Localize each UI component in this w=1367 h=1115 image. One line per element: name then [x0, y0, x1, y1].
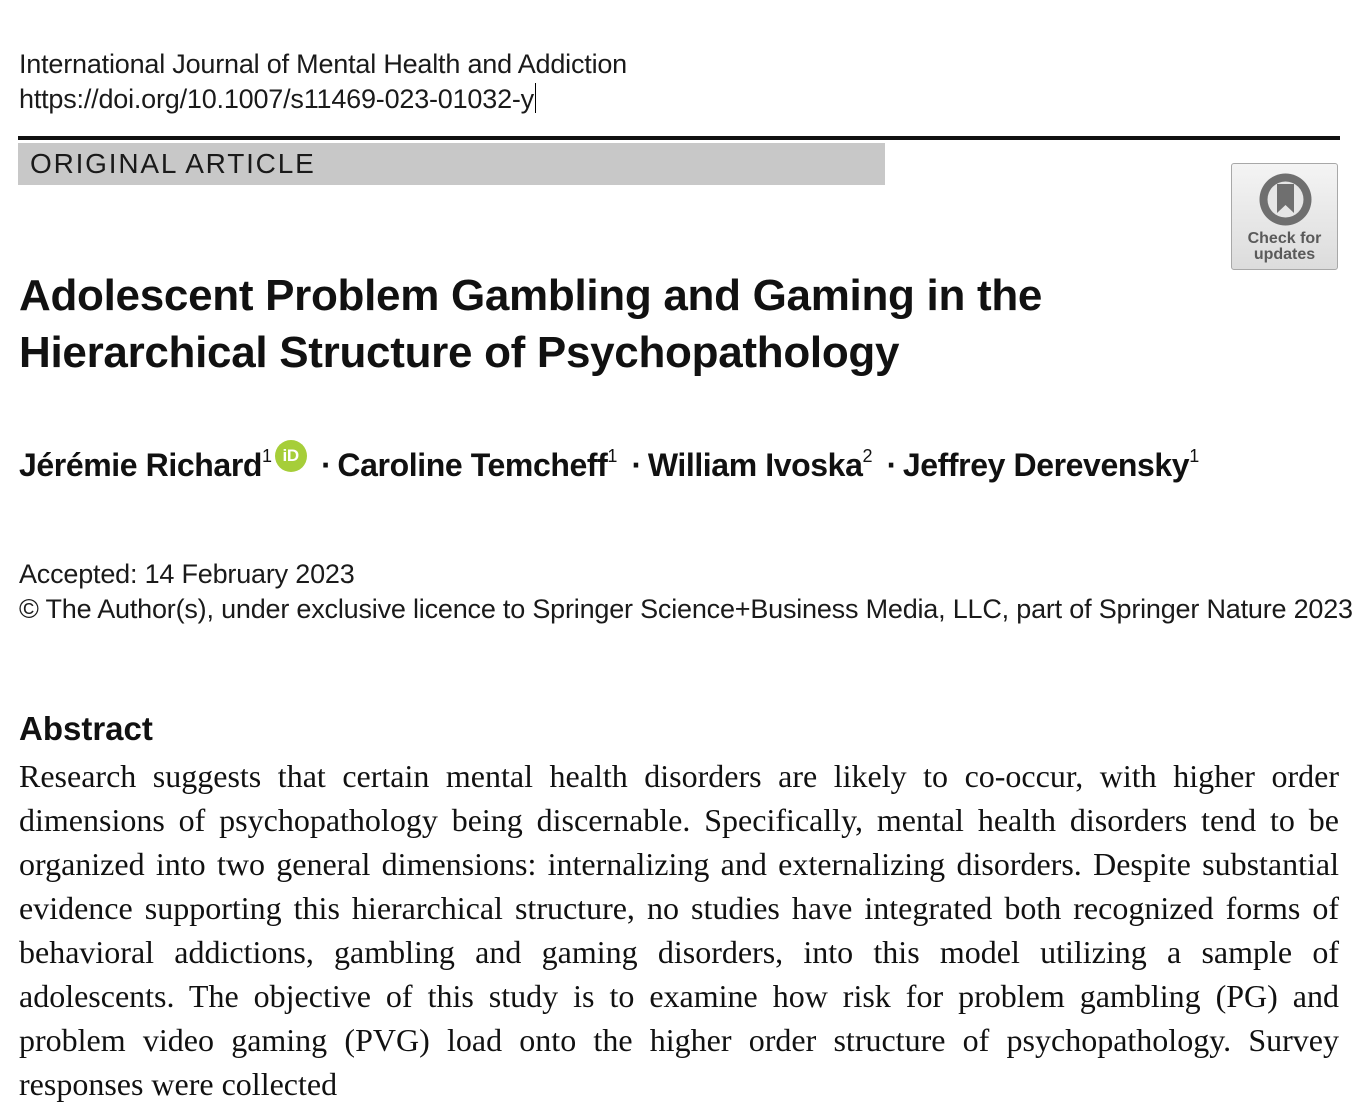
author-name[interactable]: Jérémie Richard [19, 447, 263, 483]
author-name[interactable]: William Ivoska [647, 447, 863, 483]
author-affiliation: 1 [262, 446, 272, 466]
author-name[interactable]: Caroline Temcheff [337, 447, 608, 483]
doi-text[interactable]: https://doi.org/10.1007/s11469-023-01032-y [19, 84, 534, 114]
title-line-2: Hierarchical Structure of Psychopathology [19, 328, 900, 377]
article-type-label: ORIGINAL ARTICLE [30, 148, 316, 179]
author-list [19, 440, 1199, 484]
header-rule [18, 136, 1340, 140]
abstract-heading: Abstract [19, 710, 153, 747]
text-cursor [535, 83, 536, 113]
orcid-icon[interactable] [275, 440, 307, 472]
article-type-banner [18, 143, 885, 185]
check-for-updates-button[interactable] [1231, 163, 1338, 270]
author-affiliation: 1 [607, 446, 618, 466]
author-affiliation: 1 [1189, 446, 1199, 466]
publication-meta [19, 557, 1353, 627]
author-separator: · [631, 447, 642, 483]
author-name[interactable]: Jeffrey Derevensky [902, 447, 1190, 483]
accepted-date: Accepted: 14 February 2023 [19, 559, 355, 589]
journal-header [19, 47, 627, 117]
doi-link[interactable] [19, 82, 627, 117]
check-for-label: Check for [1247, 230, 1322, 247]
orcid-label: iD [282, 446, 299, 465]
copyright-notice: © The Author(s), under exclusive licence to Springer Science+Business Media, LLC, part of Springer Nature 2023 [19, 594, 1353, 624]
article-title [19, 267, 1042, 381]
abstract-text: Research suggests that certain mental health disorders are likely to co-occur, with higher order dimensions of psychopathology being discernable. Specifically, mental health disorders tend to be organized into two general dimensions: internalizing and externalizing disorders. Despite substantial evidence supporting this hierarchical structure, no studies have integrated both recognized forms of behavioral addictions, gambling and gaming disorders, into this model utilizing a sample of adolescents. The objective of this study is to examine how risk for problem gambling (PG) and problem video gaming (PVG) load onto the higher order structure of psychopathology. Survey responses were collected [19, 758, 1339, 1102]
title-line-1: Adolescent Problem Gambling and Gaming in the [19, 271, 1043, 320]
author-affiliation: 2 [862, 446, 873, 466]
author-separator: · [321, 447, 332, 483]
journal-name: International Journal of Mental Health and Addiction [19, 49, 628, 79]
author-separator: · [886, 447, 897, 483]
crossmark-icon [1257, 171, 1314, 228]
updates-label: updates [1253, 246, 1316, 263]
